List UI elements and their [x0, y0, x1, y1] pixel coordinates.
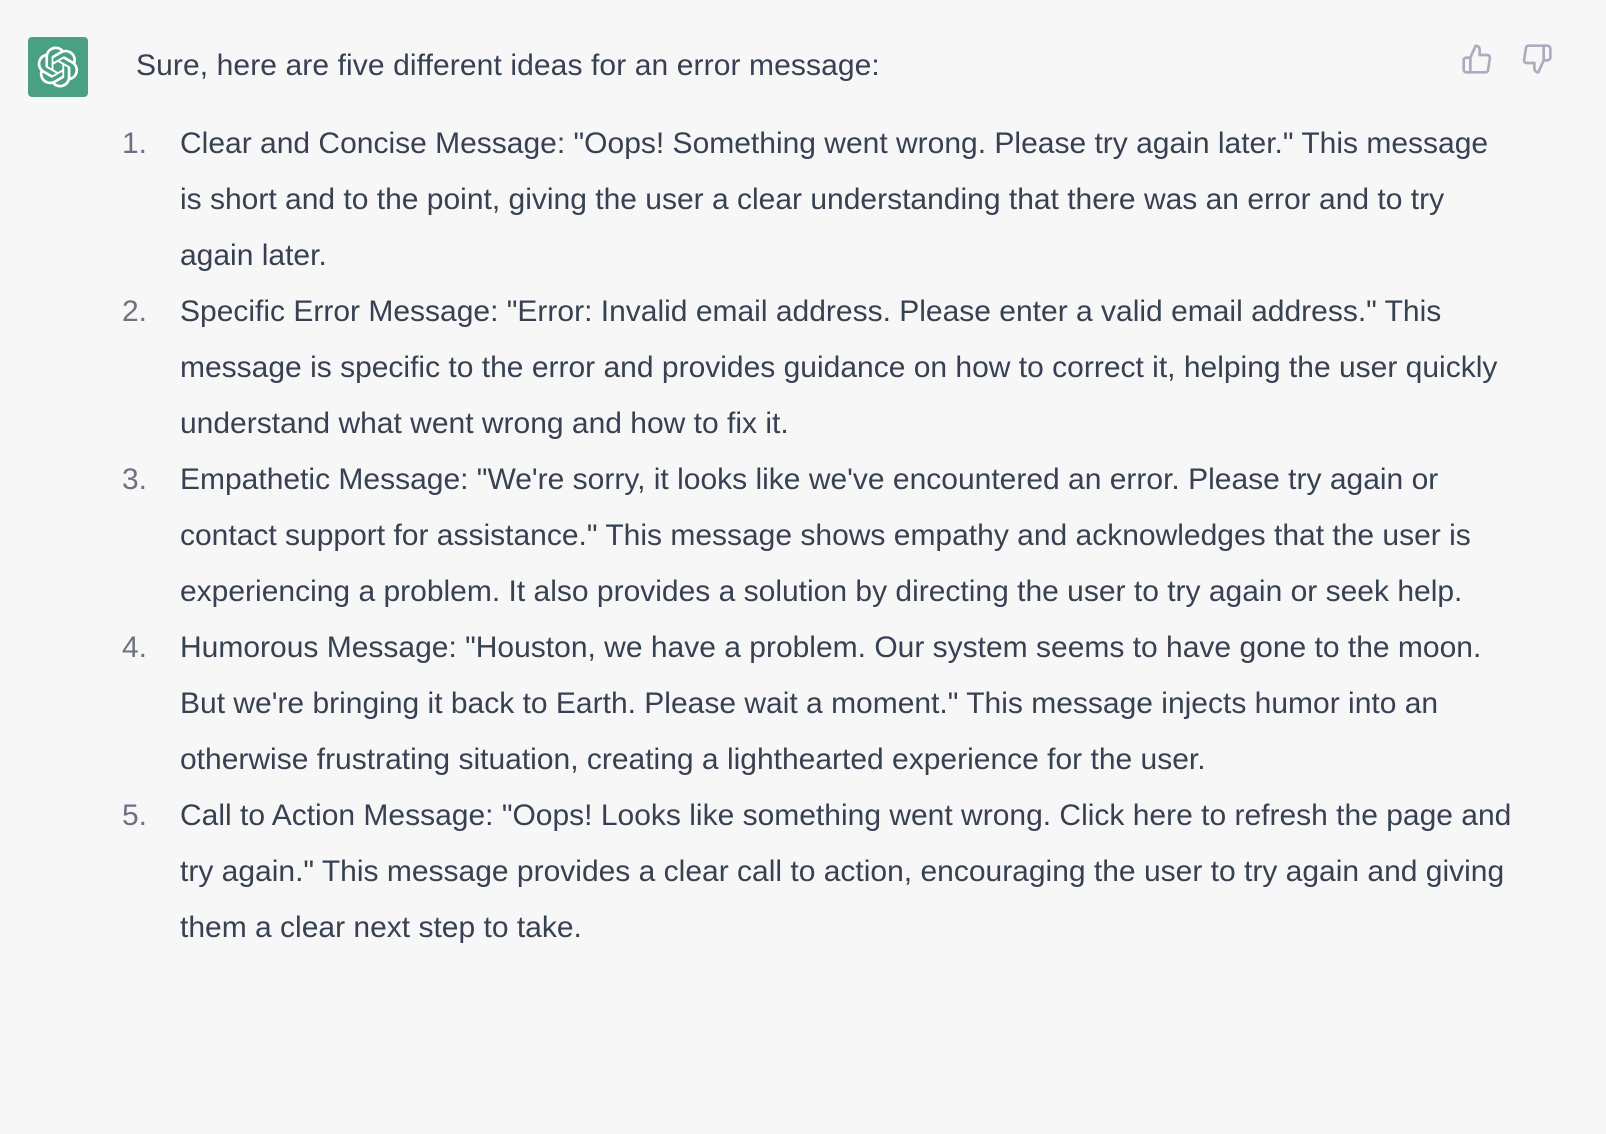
list-item-text: Empathetic Message: "We're sorry, it looks like we've encountered an error. Please try again or contact support for assistance." This message shows empathy and acknowledges that the user is experiencing a problem. It also provides a solution by directing the user to try again or seek help. [180, 463, 1471, 608]
list-item-text: Clear and Concise Message: "Oops! Something went wrong. Please try again later." This message is short and to the point, giving the user a clear understanding that there was an error and to try again later. [180, 127, 1489, 272]
list-item-text: Humorous Message: "Houston, we have a problem. Our system seems to have gone to the moon. But we're bringing it back to Earth. Please wait a moment." This message injects humor into an otherwise frustrating situation, creating a lighthearted experience for the user. [180, 631, 1482, 776]
list-item-number: 1. [122, 127, 148, 160]
list-item-text: Call to Action Message: "Oops! Looks like something went wrong. Click here to refresh the page and try again." This message provides a clear call to action, encouraging the user to try again and giving them a clear next step to take. [180, 799, 1512, 944]
list-item-number: 2. [122, 295, 148, 328]
thumbs-up-button[interactable] [1460, 42, 1494, 76]
message-intro: Sure, here are five different ideas for an error message: [136, 49, 880, 82]
list-item [122, 620, 1516, 788]
thumbs-down-button[interactable] [1520, 42, 1554, 76]
list-item-number: 3. [122, 463, 148, 496]
message-content [122, 44, 1512, 956]
thumbs-up-icon [1461, 43, 1493, 75]
list-item [122, 452, 1516, 620]
list-item-number: 4. [122, 631, 148, 664]
thumbs-down-icon [1521, 43, 1553, 75]
openai-logo-icon [37, 46, 79, 88]
error-message-ideas-list [122, 116, 1512, 956]
list-item [122, 284, 1516, 452]
assistant-avatar [28, 37, 88, 97]
list-item-text: Specific Error Message: "Error: Invalid email address. Please enter a valid email address." This message is specific to the error and provides guidance on how to correct it, helping the user quickly understand what went wrong and how to fix it. [180, 295, 1498, 440]
list-item [122, 788, 1516, 956]
feedback-actions [1460, 42, 1554, 76]
list-item [122, 116, 1516, 284]
list-item-number: 5. [122, 799, 148, 832]
